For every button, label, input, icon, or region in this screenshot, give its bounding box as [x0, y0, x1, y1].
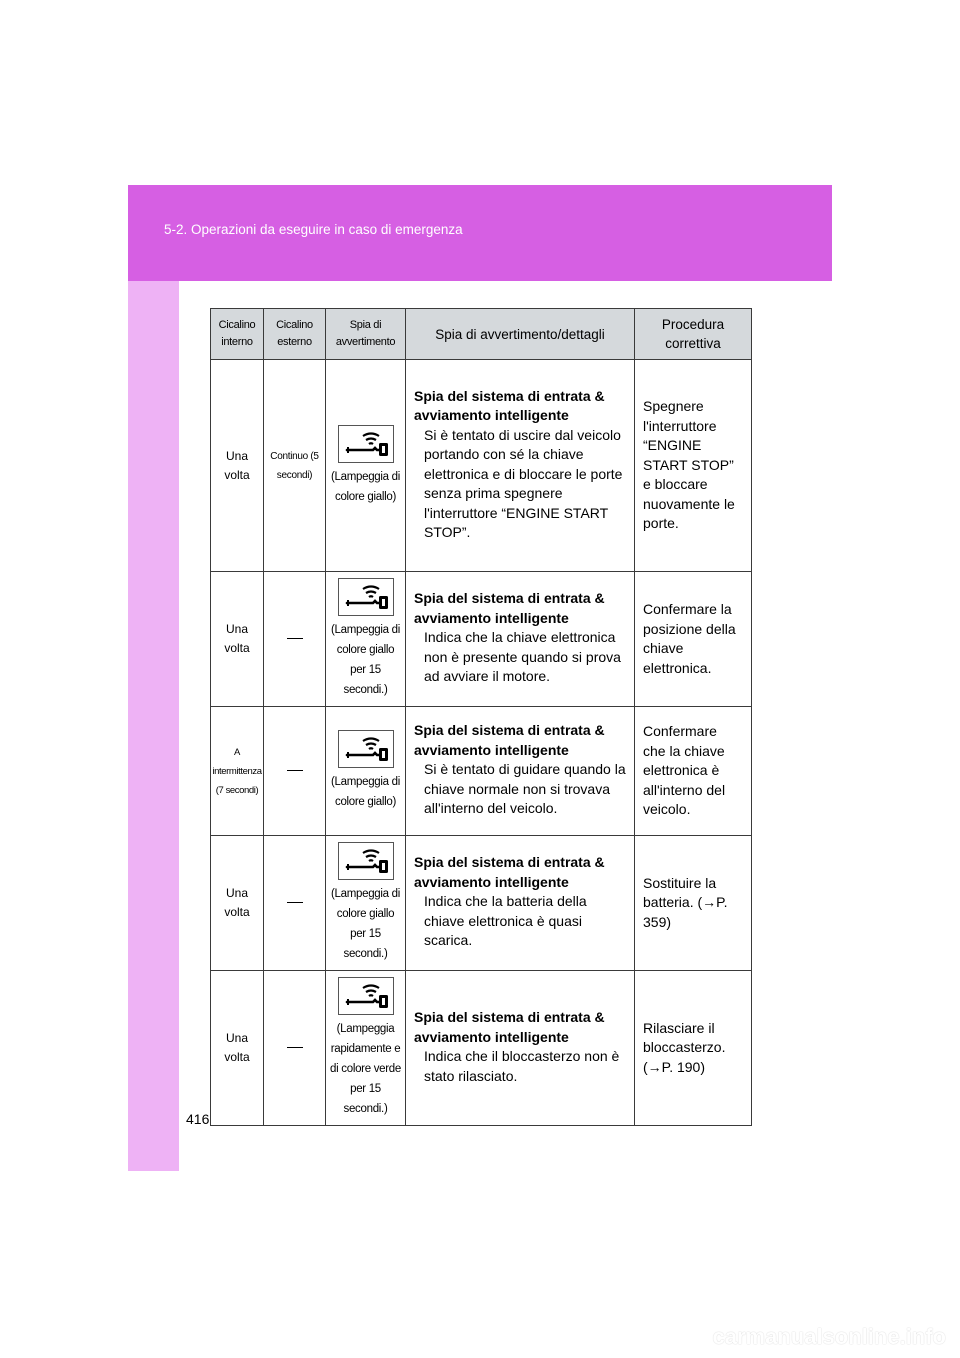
detail-body: Si è tentato di uscire dal veicolo portando con sé la chiave elettronica e di bloccare le porte senza prima spegnere l'interruttore “ENGINE START STOP”. — [424, 426, 623, 540]
warning-table — [210, 308, 752, 1126]
warning-light-cell — [326, 572, 406, 707]
smart-key-warning-icon — [338, 578, 394, 616]
procedure-cell — [635, 360, 752, 572]
lamp-note: (Lampeggia di colore giallo per 15 secondi.) — [331, 624, 400, 696]
internal-buzzer-cell — [211, 971, 264, 1126]
internal-buzzer-value: Una volta — [224, 448, 250, 482]
procedure-cell — [635, 572, 752, 707]
procedure-text: Confermare che la chiave elettronica è all'interno del veicolo. — [643, 723, 726, 818]
table-row — [211, 360, 752, 572]
details-cell — [406, 836, 635, 971]
table-header-row — [211, 309, 752, 360]
internal-buzzer-value: Una volta — [224, 886, 250, 919]
details-cell — [406, 360, 635, 572]
header-internal-buzzer: Cicalino interno — [211, 309, 264, 360]
table-row — [211, 836, 752, 971]
warning-light-cell — [326, 707, 406, 836]
smart-key-warning-icon — [338, 425, 394, 463]
detail-body: Indica che la chiave elettronica non è presente quando si prova ad avviare il motore. — [424, 629, 621, 685]
internal-buzzer-cell — [211, 360, 264, 572]
warning-light-cell — [326, 971, 406, 1126]
detail-title: Spia del sistema di entrata & avviamento intelligente — [414, 387, 605, 423]
detail-title: Spia del sistema di entrata & avviamento intelligente — [414, 722, 605, 758]
external-buzzer-value: Continuo (5 secondi) — [270, 450, 319, 481]
none-dash — [287, 638, 303, 639]
lamp-note: (Lampeggia rapidamente e di colore verde per 15 secondi.) — [330, 1023, 401, 1115]
internal-buzzer-cell — [211, 572, 264, 707]
details-cell — [406, 971, 635, 1126]
section-title: 5-2. Operazioni da eseguire in caso di emergenza — [164, 222, 463, 237]
details-cell — [406, 572, 635, 707]
internal-buzzer-value: Una volta — [224, 1031, 250, 1064]
procedure-cell — [635, 971, 752, 1126]
internal-buzzer-value: A intermittenza (7 secondi) — [212, 746, 262, 796]
page-number: 416 — [186, 1111, 210, 1127]
smart-key-warning-icon — [338, 730, 394, 768]
detail-body: Indica che la batteria della chiave elettronica è quasi scarica. — [424, 893, 587, 949]
header-procedure: Procedura correttiva — [635, 309, 752, 360]
procedure-cell — [635, 707, 752, 836]
side-tab-band — [128, 281, 179, 1171]
smart-key-warning-icon — [338, 977, 394, 1015]
detail-body: Indica che il bloccasterzo non è stato rilasciato. — [424, 1048, 620, 1084]
table-row — [211, 572, 752, 707]
external-buzzer-cell — [264, 707, 326, 836]
lamp-note: (Lampeggia di colore giallo per 15 secondi.) — [331, 888, 400, 960]
procedure-text: Confermare la posizione della chiave elettronica. — [643, 601, 736, 676]
footer-watermark: carmanualsonline.info — [712, 1324, 946, 1349]
none-dash — [287, 902, 303, 903]
detail-title: Spia del sistema di entrata & avviamento intelligente — [414, 854, 605, 890]
table-row — [211, 971, 752, 1126]
internal-buzzer-value: Una volta — [224, 622, 250, 655]
procedure-text: Rilasciare il bloccasterzo. (→P. 190) — [643, 1019, 726, 1075]
procedure-text: Sostituire la batteria. (→P. 359) — [643, 874, 728, 930]
lamp-note: (Lampeggia di colore giallo) — [331, 776, 400, 808]
procedure-cell — [635, 836, 752, 971]
header-external-buzzer: Cicalino esterno — [264, 309, 326, 360]
external-buzzer-cell — [264, 836, 326, 971]
details-cell — [406, 707, 635, 836]
external-buzzer-cell — [264, 360, 326, 572]
internal-buzzer-cell — [211, 707, 264, 836]
warning-light-cell — [326, 836, 406, 971]
smart-key-warning-icon — [338, 842, 394, 880]
none-dash — [287, 770, 303, 771]
section-header-band — [128, 185, 832, 281]
header-warning-light: Spia di avvertimento — [326, 309, 406, 360]
warning-light-cell — [326, 360, 406, 572]
external-buzzer-cell — [264, 572, 326, 707]
detail-title: Spia del sistema di entrata & avviamento intelligente — [414, 1009, 605, 1045]
detail-body: Si è tentato di guidare quando la chiave normale non si trovava all'interno del veicolo. — [424, 761, 626, 817]
header-details: Spia di avvertimento/dettagli — [406, 309, 635, 360]
detail-title: Spia del sistema di entrata & avviamento intelligente — [414, 590, 605, 626]
internal-buzzer-cell — [211, 836, 264, 971]
table-row — [211, 707, 752, 836]
external-buzzer-cell — [264, 971, 326, 1126]
procedure-text: Spegnere l'interruttore “ENGINE START STOP” e bloccare nuovamente le porte. — [643, 398, 735, 532]
lamp-note: (Lampeggia di colore giallo) — [331, 470, 400, 503]
none-dash — [287, 1047, 303, 1048]
